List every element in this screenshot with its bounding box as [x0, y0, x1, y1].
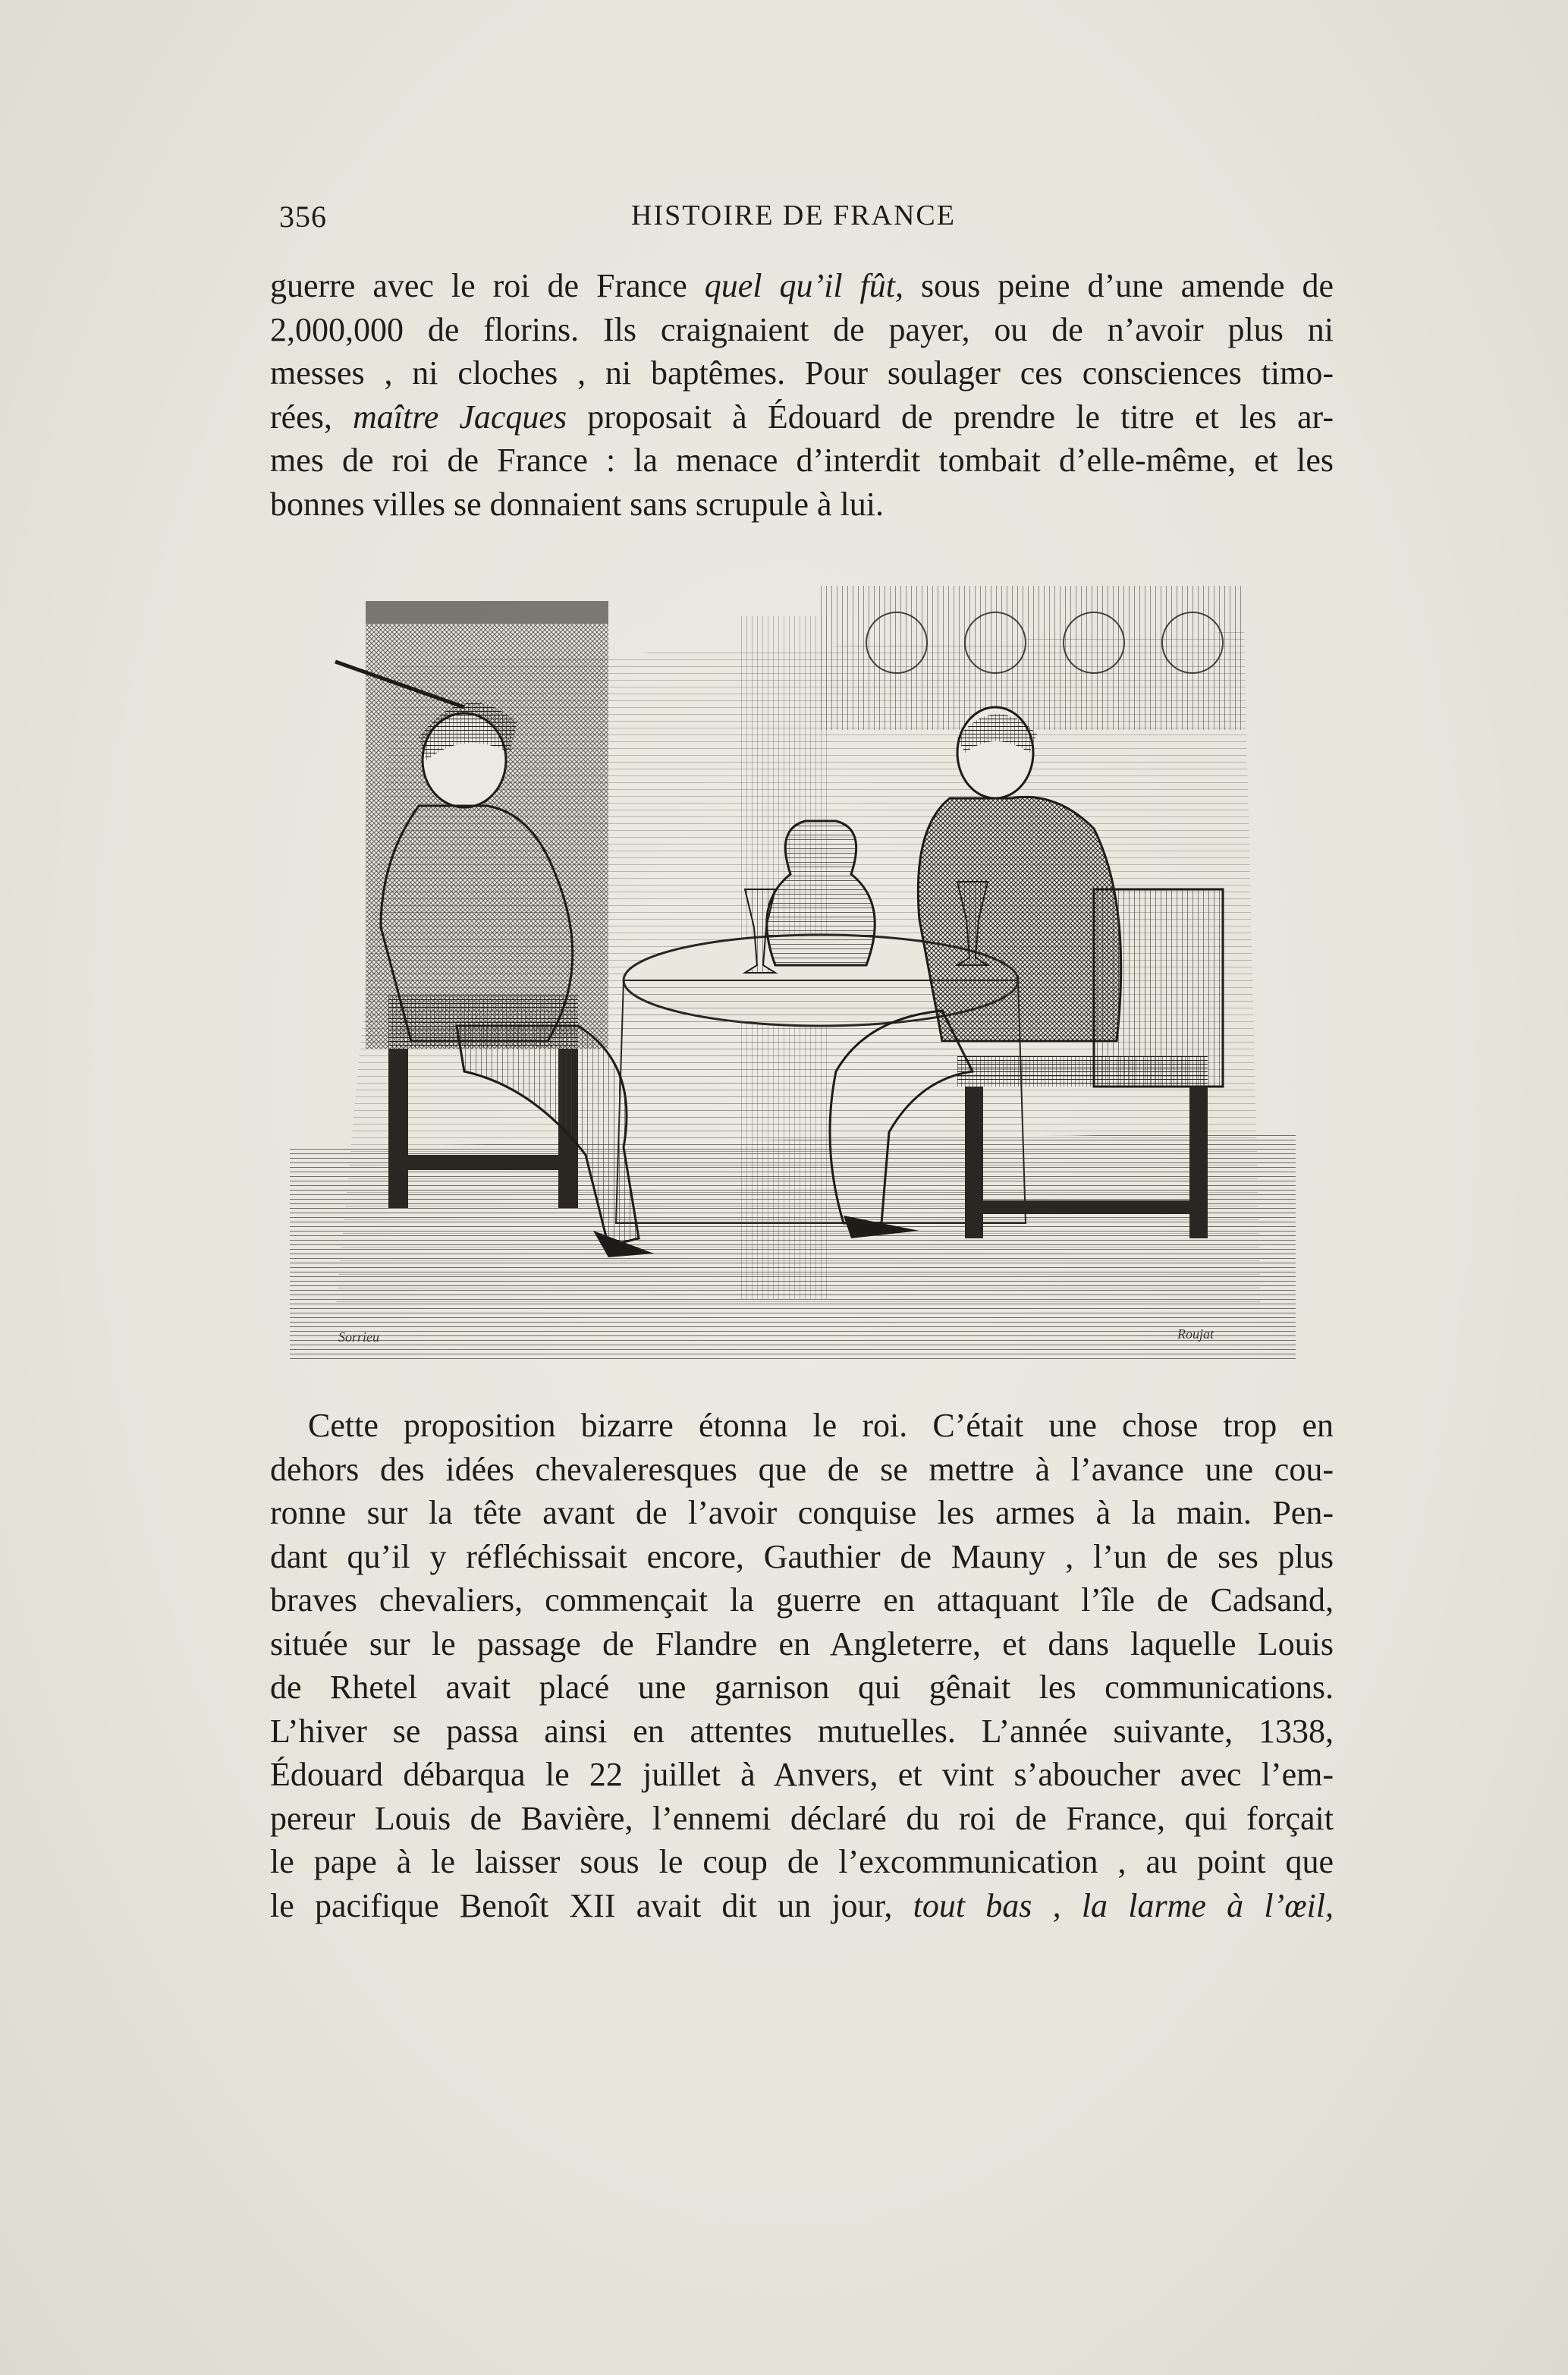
- chair-rail: [388, 1155, 578, 1170]
- engraving-scene: [290, 571, 1296, 1361]
- page-header: [272, 199, 1334, 244]
- text-line: pereur Louis de Bavière, l’ennemi déclaré du roi de France, qui forçait: [270, 1799, 1334, 1837]
- text-line: mes de roi de France : la menace d’interdit tombait d’elle-même, et les: [270, 442, 1334, 479]
- text-line: le pape à le laisser sous le coup de l’excommunication , au point que: [270, 1843, 1334, 1880]
- text-line: bonnes villes se donnaient sans scrupule à lui.: [270, 485, 884, 523]
- engraver-signature-left: Sorrieu: [338, 1329, 379, 1345]
- chair-leg: [388, 1049, 408, 1208]
- figure-right-robe: [918, 797, 1120, 1041]
- paragraph-top: [270, 264, 1334, 526]
- text-line: Cette proposition bizarre étonna le roi. C’était une chose trop en: [308, 1407, 1334, 1444]
- text-line: Édouard débarqua le 22 juillet à Anvers, et vint s’aboucher avec l’em-: [270, 1756, 1334, 1793]
- page-number: 356: [279, 200, 327, 234]
- text-line: messes , ni cloches , ni baptêmes. Pour soulager ces consciences timo-: [270, 354, 1334, 392]
- right-chair-seat: [957, 1056, 1208, 1087]
- text-line: dant qu’il y réfléchissait encore, Gauthier de Mauny , l’un de ses plus: [270, 1537, 1334, 1575]
- text-line: rées, maître Jacques proposait à Édouard de prendre le titre et les ar-: [270, 398, 1334, 436]
- text-line: dehors des idées chevaleresques que de se mettre à l’avance une cou-: [270, 1450, 1334, 1488]
- chair-rail: [965, 1200, 1208, 1214]
- text-line: L’hiver se passa ainsi en attentes mutuelles. L’année suivante, 1338,: [270, 1712, 1334, 1750]
- text-line: braves chevaliers, commençait la guerre en attaquant l’île de Cadsand,: [270, 1581, 1334, 1618]
- chair-leg: [1189, 1087, 1208, 1238]
- paragraph-bottom: [270, 1404, 1334, 1927]
- text-line: ronne sur la tête avant de l’avoir conquise les armes à la main. Pen-: [270, 1494, 1334, 1531]
- running-title: HISTOIRE DE FRANCE: [631, 200, 956, 231]
- engraving-illustration: [290, 571, 1296, 1361]
- text-line: 2,000,000 de florins. Ils craignaient de payer, ou de n’avoir plus ni: [270, 310, 1334, 348]
- carved-panel: [821, 586, 1246, 730]
- text-line: guerre avec le roi de France quel qu’il fût, sous peine d’une amende de: [270, 267, 1334, 304]
- text-line: de Rhetel avait placé une garnison qui gênait les communications.: [270, 1669, 1334, 1706]
- chair-crest: [366, 601, 608, 624]
- engraver-signature-right: Roujat: [1177, 1326, 1214, 1342]
- text-line: le pacifique Benoît XII avait dit un jour, tout bas , la larme à l’œil,: [270, 1886, 1334, 1924]
- text-line: située sur le passage de Flandre en Angleterre, et dans laquelle Louis: [270, 1625, 1334, 1662]
- chair-leg: [965, 1087, 983, 1238]
